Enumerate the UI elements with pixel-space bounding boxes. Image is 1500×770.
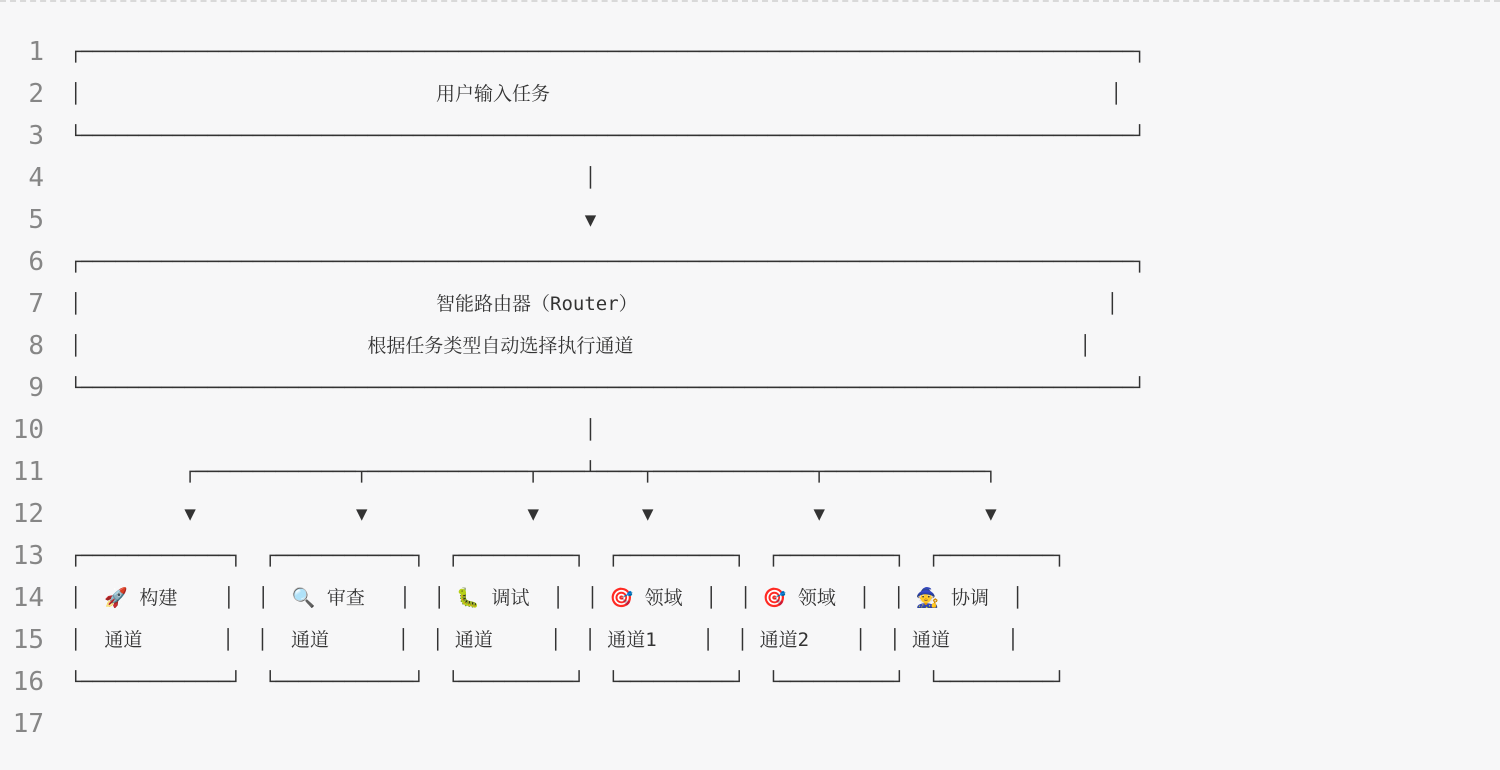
code-line	[0, 325, 1500, 367]
code-line	[0, 31, 1500, 73]
line-number: 15	[12, 625, 44, 655]
line-number: 3	[28, 121, 44, 151]
code-line	[0, 157, 1500, 199]
line-number: 4	[28, 163, 44, 193]
line-text: ▼ ▼ ▼ ▼ ▼ ▼	[70, 503, 997, 525]
line-text: │	[70, 167, 597, 189]
line-text: │ 根据任务类型自动选择执行通道 │	[70, 335, 1091, 357]
code-line	[0, 661, 1500, 703]
code-line	[0, 73, 1500, 115]
code-line	[0, 493, 1500, 535]
line-number: 8	[28, 331, 44, 361]
line-number: 7	[28, 289, 44, 319]
line-text: └─────────────┘ └────────────┘ └──────────┘ └──────────┘ └──────────┘ └──────────┘	[70, 671, 1066, 693]
line-number: 5	[28, 205, 44, 235]
line-text: │	[70, 419, 597, 441]
code-line	[0, 535, 1500, 577]
line-number: 17	[12, 709, 44, 739]
code-line	[0, 283, 1500, 325]
line-text: └────────────────────────────────────────────────────────────────────────────────────────────┘	[70, 377, 1146, 399]
code-viewer	[0, 2, 1500, 745]
code-line	[0, 619, 1500, 661]
code-line	[0, 703, 1500, 745]
code-line	[0, 409, 1500, 451]
line-number: 6	[28, 247, 44, 277]
line-text: ┌─────────────┐ ┌────────────┐ ┌──────────┐ ┌──────────┐ ┌──────────┐ ┌──────────┐	[70, 545, 1066, 567]
line-text: ┌────────────────────────────────────────────────────────────────────────────────────────────┐	[70, 41, 1146, 63]
line-number: 16	[12, 667, 44, 697]
code-line	[0, 199, 1500, 241]
code-line	[0, 241, 1500, 283]
line-text: ┌────────────────────────────────────────────────────────────────────────────────────────────┐	[70, 251, 1146, 273]
code-line	[0, 367, 1500, 409]
code-line	[0, 451, 1500, 493]
code-line	[0, 577, 1500, 619]
line-number: 13	[12, 541, 44, 571]
line-text: ┌──────────────┬──────────────┬────┴────┬──────────────┬──────────────┐	[70, 461, 997, 483]
line-number: 1	[28, 37, 44, 67]
line-number: 12	[12, 499, 44, 529]
line-text: │ 用户输入任务 │	[70, 83, 1122, 105]
line-text	[44, 703, 70, 745]
line-text: └────────────────────────────────────────────────────────────────────────────────────────────┘	[70, 125, 1146, 147]
line-number: 9	[28, 373, 44, 403]
line-number: 14	[12, 583, 44, 613]
line-text: │ 🚀 构建 │ │ 🔍 审查 │ │ 🐛 调试 │ │ 🎯 领域 │ │ 🎯 领域 │ │ 🧙 协调 │	[70, 587, 1024, 609]
line-number: 10	[12, 415, 44, 445]
line-text: │ 智能路由器（Router） │	[70, 293, 1119, 315]
line-number: 2	[28, 79, 44, 109]
line-text: │ 通道 │ │ 通道 │ │ 通道 │ │ 通道1 │ │ 通道2 │ │ 通道 │	[70, 629, 1019, 651]
line-number: 11	[12, 457, 44, 487]
code-line	[0, 115, 1500, 157]
line-text: ▼	[70, 209, 597, 231]
